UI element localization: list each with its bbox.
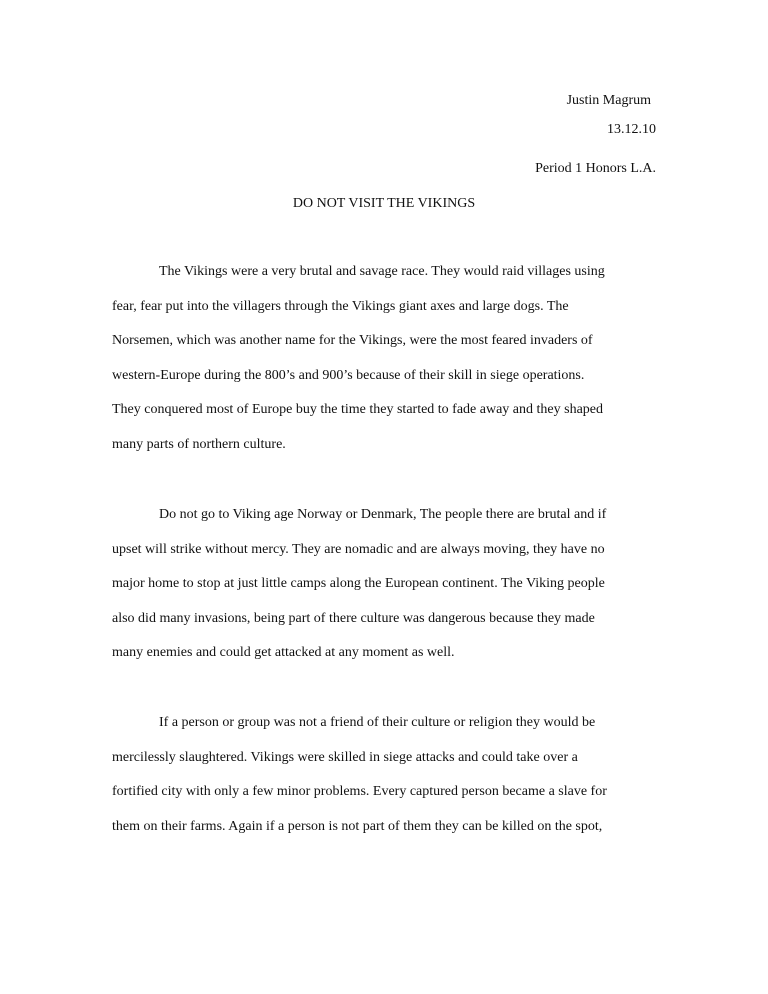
paragraph-line: them on their farms. Again if a person is not part of them they can be killed on the spot, [112,818,603,834]
paragraph-line: also did many invasions, being part of there culture was dangerous because they made [112,610,595,626]
paragraph-1 [112,255,657,462]
paragraph-line: If a person or group was not a friend of their culture or religion they would be [159,715,596,730]
paragraph-line: upset will strike without mercy. They are nomadic and are always moving, they have no [112,541,605,557]
paragraph-line: fear, fear put into the villagers through the Vikings giant axes and large dogs. The [112,298,569,314]
paragraph-line: many enemies and could get attacked at any moment as well. [112,645,455,660]
paragraph-line: Norsemen, which was another name for the Vikings, were the most feared invaders of [112,333,593,348]
paragraph-line: many parts of northern culture. [112,436,286,452]
class-period: Period 1 Honors L.A. [535,161,656,176]
paragraph-line: mercilessly slaughtered. Vikings were skilled in siege attacks and could take over a [112,749,578,765]
paragraph-line: The Vikings were a very brutal and savage race. They would raid villages using [159,264,605,279]
paragraph-line: major home to stop at just little camps along the European continent. The Viking people [112,576,605,591]
document-title [0,195,768,212]
paragraph-line: They conquered most of Europe buy the time they started to fade away and they shaped [112,402,604,417]
document-date: 13.12.10 [607,122,656,137]
document-title-text: DO NOT VISIT THE VIKINGS [292,196,476,211]
paragraph-line: fortified city with only a few minor problems. Every captured person became a slave for [112,784,607,799]
paragraph-3 [112,706,657,844]
paragraph-line: Do not go to Viking age Norway or Denmark, The people there are brutal and if [159,507,607,522]
author-name: Justin Magrum [566,93,651,108]
paragraph-line: western-Europe during the 800’s and 900’s because of their skill in siege operations. [112,367,585,383]
paragraph-2 [112,498,657,671]
